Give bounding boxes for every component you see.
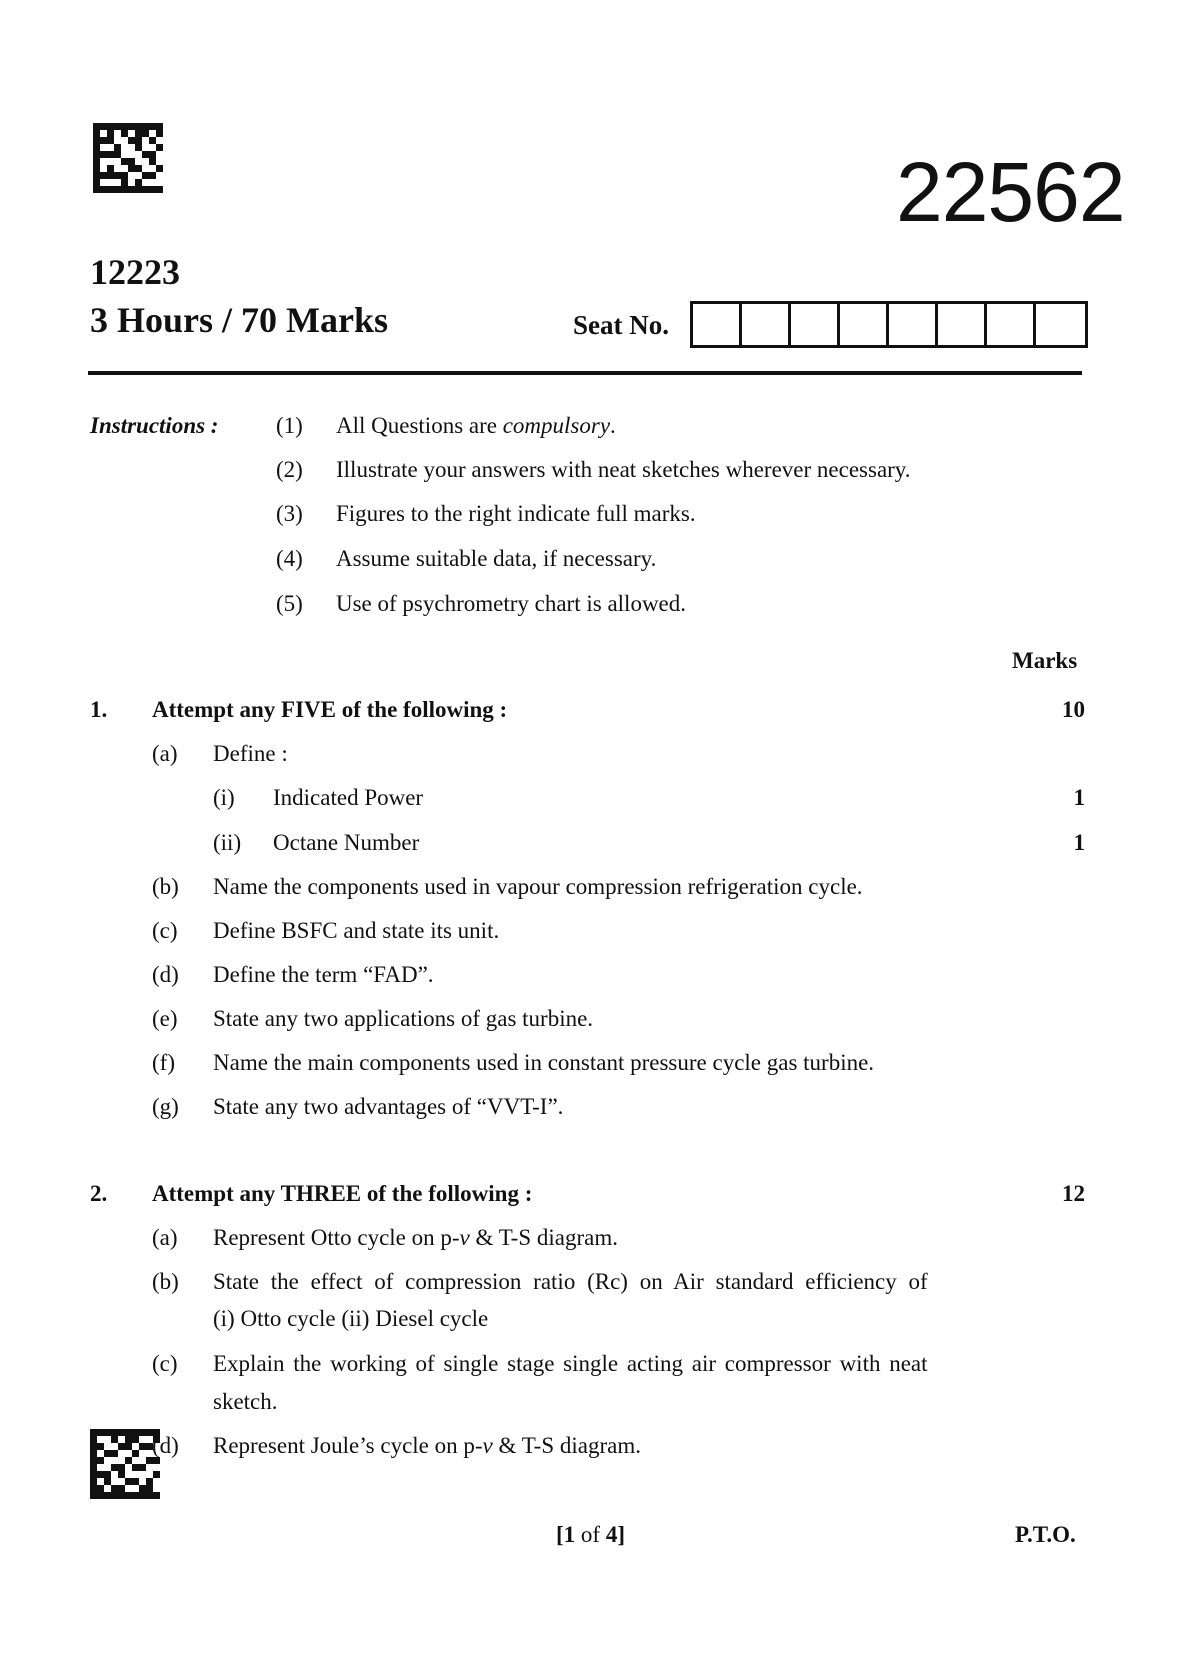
subquestion-label: (a) <box>152 1225 178 1250</box>
question-number: 2. <box>90 1181 108 1206</box>
exam-code: 12223 <box>90 252 180 292</box>
subpart-label: (ii) <box>213 830 242 855</box>
seat-number-box[interactable] <box>791 304 840 345</box>
seat-number-label: Seat No. <box>573 310 669 340</box>
subquestion-text-continued: (i) Otto cycle (ii) Diesel cycle <box>213 1306 489 1331</box>
subquestion-label: (c) <box>152 1351 178 1376</box>
subquestion-text: State any two applications of gas turbine. <box>213 1006 594 1031</box>
seat-number-boxes[interactable] <box>690 301 1088 348</box>
paper-code: 22562 <box>896 145 1125 239</box>
header-divider <box>88 371 1082 375</box>
subquestion-label: (f) <box>152 1050 175 1075</box>
subquestion-label: (b) <box>152 1269 179 1294</box>
subquestion-text: Define : <box>213 741 288 766</box>
question-number: 1. <box>90 697 108 722</box>
seat-number-box[interactable] <box>742 304 791 345</box>
instruction-text: Illustrate your answers with neat sketches wherever necessary. <box>336 457 911 482</box>
duration-marks: 3 Hours / 70 Marks <box>90 300 389 340</box>
seat-number-box[interactable] <box>889 304 938 345</box>
seat-number-box[interactable] <box>938 304 987 345</box>
please-turn-over: P.T.O. <box>1015 1522 1076 1547</box>
subquestion-label: (b) <box>152 874 179 899</box>
subquestion-text: Represent Otto cycle on p-v & T-S diagram. <box>213 1225 618 1250</box>
subpart-marks: 1 <box>1073 785 1085 810</box>
qr-code-bottom <box>90 1428 160 1500</box>
subquestion-text: Name the main components used in constant pressure cycle gas turbine. <box>213 1050 875 1075</box>
qr-code-top <box>93 122 163 194</box>
instruction-number: (1) <box>276 413 303 438</box>
subquestion-label: (g) <box>152 1094 179 1119</box>
subquestion-label: (a) <box>152 741 178 766</box>
marks-heading: Marks <box>1012 648 1078 673</box>
subquestion-text: Define the term “FAD”. <box>213 962 434 987</box>
question-marks: 12 <box>1062 1181 1085 1206</box>
seat-number-box[interactable] <box>987 304 1036 345</box>
subquestion-text: Explain the working of single stage single acting air compressor with neat <box>213 1351 928 1376</box>
question-title: Attempt any THREE of the following : <box>152 1181 533 1206</box>
seat-number-box[interactable] <box>840 304 889 345</box>
instruction-number: (4) <box>276 546 303 571</box>
seat-number-box[interactable] <box>1036 304 1085 345</box>
subquestion-text: Name the components used in vapour compression refrigeration cycle. <box>213 874 863 899</box>
instruction-text: All Questions are compulsory. <box>336 413 616 438</box>
subpart-text: Indicated Power <box>273 785 424 810</box>
subquestion-label: (e) <box>152 1006 178 1031</box>
seat-number-box[interactable] <box>693 304 742 345</box>
instructions-title: Instructions : <box>90 413 219 438</box>
question-marks: 10 <box>1062 697 1085 722</box>
instruction-number: (2) <box>276 457 303 482</box>
question-title: Attempt any FIVE of the following : <box>152 697 508 722</box>
subquestion-label: (c) <box>152 918 178 943</box>
page-number: [1 of 4] <box>556 1522 626 1547</box>
subquestion-label: (d) <box>152 1433 179 1458</box>
subpart-text: Octane Number <box>273 830 420 855</box>
instruction-text: Use of psychrometry chart is allowed. <box>336 591 687 616</box>
instruction-text: Figures to the right indicate full marks. <box>336 501 696 526</box>
subquestion-text: Define BSFC and state its unit. <box>213 918 500 943</box>
subquestion-text: Represent Joule’s cycle on p-v & T-S diagram. <box>213 1433 641 1458</box>
subquestion-text: State the effect of compression ratio (Rc) on Air standard efficiency of <box>213 1269 928 1294</box>
subquestion-text-continued: sketch. <box>213 1389 278 1414</box>
subquestion-label: (d) <box>152 962 179 987</box>
instruction-number: (5) <box>276 591 303 616</box>
subpart-label: (i) <box>213 785 235 810</box>
subquestion-text: State any two advantages of “VVT-I”. <box>213 1094 564 1119</box>
subpart-marks: 1 <box>1073 830 1085 855</box>
instruction-number: (3) <box>276 501 303 526</box>
instruction-text: Assume suitable data, if necessary. <box>336 546 657 571</box>
